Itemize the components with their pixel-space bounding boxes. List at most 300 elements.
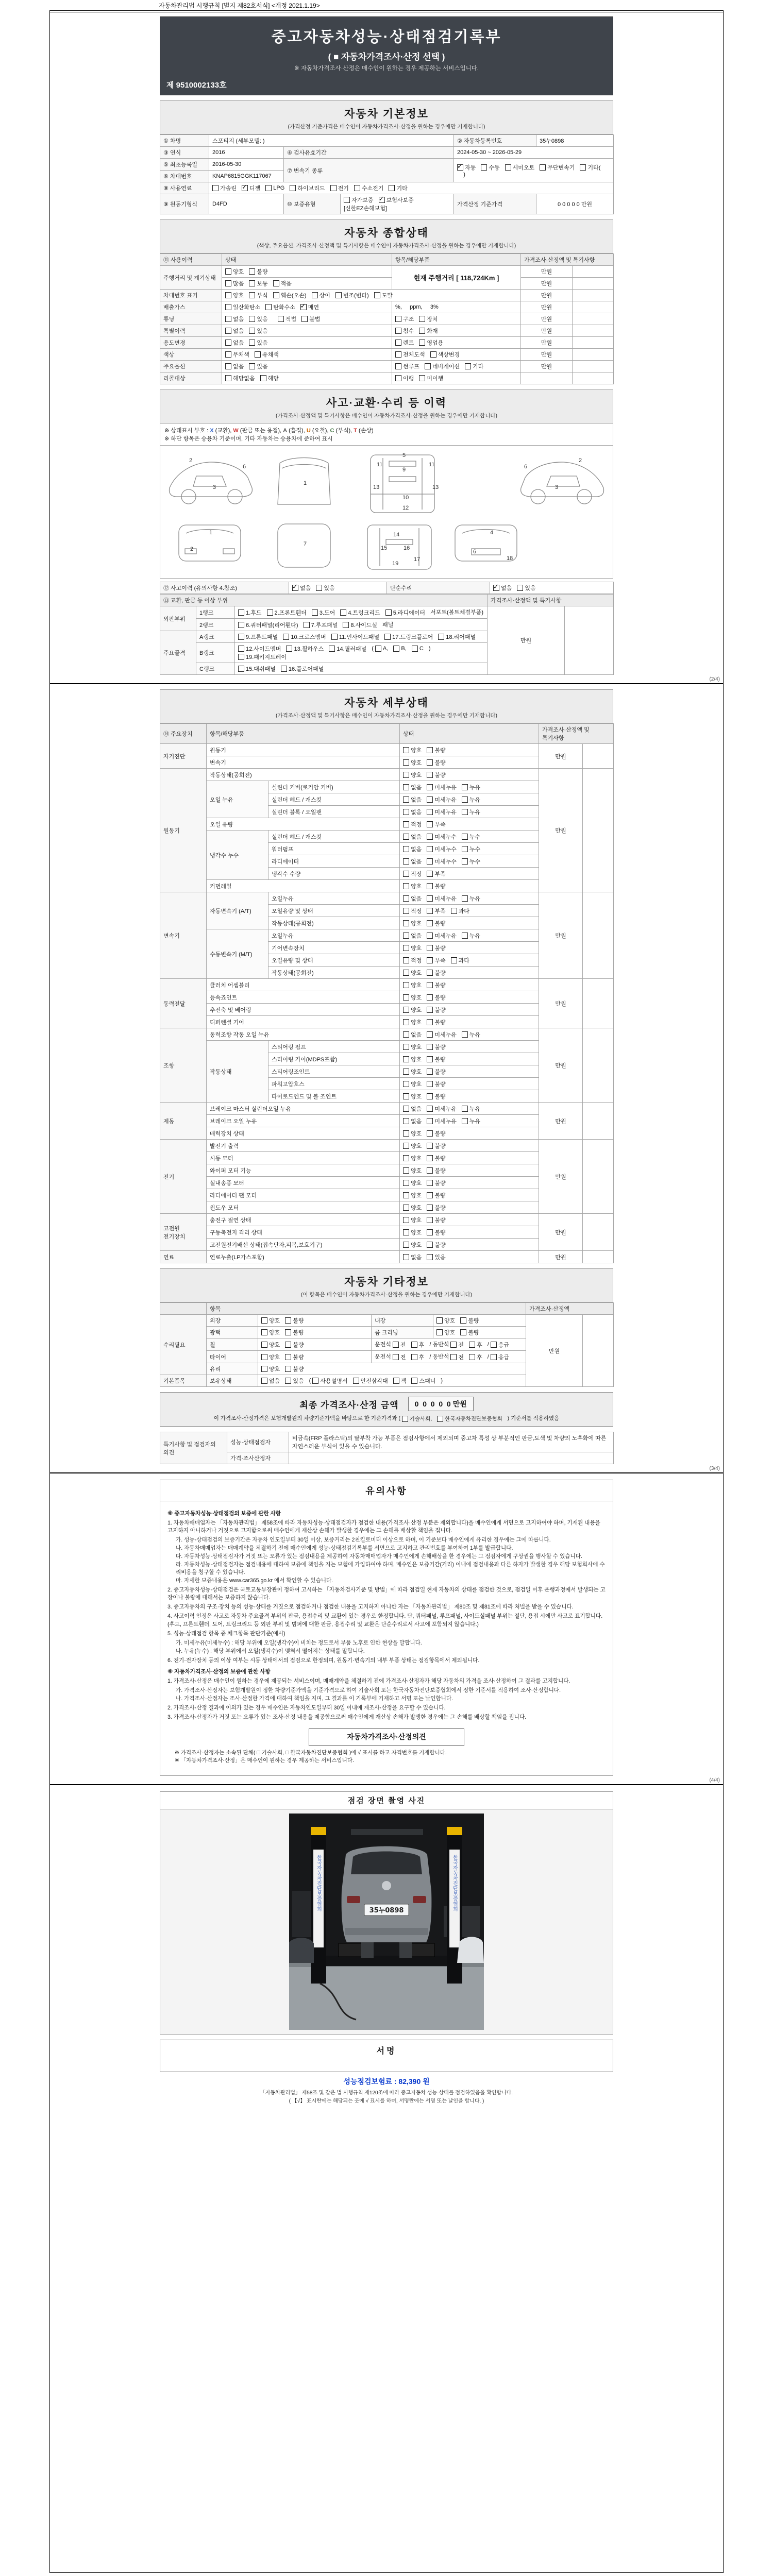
checkbox-square[interactable]: [403, 1069, 409, 1075]
checkbox-square[interactable]: [283, 634, 289, 640]
checkbox-square[interactable]: [491, 1342, 497, 1348]
checkbox-있음[interactable]: [285, 1377, 304, 1385]
checkbox-square[interactable]: [427, 982, 433, 988]
checkbox-square[interactable]: [385, 609, 392, 616]
checkbox-세미오토[interactable]: [505, 163, 535, 172]
checkbox-square[interactable]: [427, 1229, 433, 1235]
checkbox-매연[interactable]: [300, 303, 319, 311]
checkbox-양호[interactable]: [403, 1191, 422, 1199]
checkbox-square[interactable]: [403, 1254, 409, 1260]
checkbox-square[interactable]: [265, 304, 272, 310]
checkbox-square[interactable]: [403, 1167, 409, 1174]
checkbox-미세누수[interactable]: [427, 833, 457, 841]
checkbox-일산화탄소[interactable]: [225, 303, 260, 311]
checkbox-불량[interactable]: [285, 1341, 304, 1349]
checkbox-square[interactable]: [273, 292, 279, 298]
checkbox-양호[interactable]: [403, 1204, 422, 1212]
checkbox-square[interactable]: [238, 609, 244, 616]
checkbox-적정[interactable]: [403, 907, 422, 915]
checkbox-square[interactable]: [427, 945, 433, 951]
checkbox-square[interactable]: [427, 834, 433, 840]
checkbox-불량[interactable]: [427, 1080, 445, 1088]
checkbox-양호[interactable]: [403, 746, 422, 754]
checkbox-square[interactable]: [312, 292, 318, 298]
checkbox-양호[interactable]: [261, 1328, 280, 1336]
checkbox-디젤[interactable]: [242, 184, 260, 192]
checkbox-square[interactable]: [403, 871, 409, 877]
checkbox-square[interactable]: [261, 1378, 267, 1384]
checkbox-한국자동차진단보증협회[interactable]: [437, 1415, 502, 1422]
checkbox-square[interactable]: [462, 834, 468, 840]
checkbox-불량[interactable]: [427, 1142, 445, 1150]
checkbox-square[interactable]: [225, 375, 231, 381]
checkbox-불량[interactable]: [285, 1365, 304, 1373]
checkbox-square[interactable]: [261, 1317, 267, 1324]
checkbox-square[interactable]: [403, 1031, 409, 1038]
checkbox-누수[interactable]: [462, 833, 480, 841]
checkbox-square[interactable]: [403, 1118, 409, 1124]
checkbox-양호[interactable]: [403, 882, 422, 890]
checkbox-square[interactable]: [403, 883, 409, 889]
checkbox-square[interactable]: [403, 1217, 409, 1223]
checkbox-해당없음[interactable]: [225, 374, 255, 382]
checkbox-과다[interactable]: [451, 956, 469, 964]
checkbox-불량[interactable]: [427, 1129, 445, 1138]
checkbox-불량[interactable]: [427, 758, 445, 767]
checkbox-square[interactable]: [261, 1366, 267, 1372]
checkbox-square[interactable]: [419, 375, 425, 381]
checkbox-square[interactable]: [427, 883, 433, 889]
checkbox-3.도어[interactable]: [312, 608, 335, 617]
checkbox-square[interactable]: [238, 654, 244, 660]
checkbox-square[interactable]: [438, 634, 444, 640]
checkbox-square[interactable]: [285, 1354, 291, 1360]
checkbox-square[interactable]: [469, 1342, 475, 1348]
checkbox-썬루프[interactable]: [395, 362, 419, 370]
checkbox-square[interactable]: [462, 784, 468, 790]
checkbox-누유[interactable]: [462, 1105, 480, 1113]
checkbox-square[interactable]: [285, 1378, 291, 1384]
checkbox-양호[interactable]: [403, 1006, 422, 1014]
checkbox-불량[interactable]: [460, 1316, 479, 1325]
checkbox-없음[interactable]: [261, 1377, 280, 1385]
checkbox-square[interactable]: [427, 908, 433, 914]
checkbox-해당[interactable]: [260, 374, 279, 382]
checkbox-불량[interactable]: [249, 267, 267, 276]
checkbox-square[interactable]: [331, 634, 338, 640]
checkbox-응급[interactable]: [491, 1353, 509, 1361]
checkbox-미세누유[interactable]: [427, 808, 457, 816]
checkbox-square[interactable]: [427, 1242, 433, 1248]
checkbox-후[interactable]: [469, 1353, 482, 1361]
checkbox-양호[interactable]: [261, 1365, 280, 1373]
checkbox-square[interactable]: [427, 1106, 433, 1112]
checkbox-square[interactable]: [427, 1056, 433, 1062]
checkbox-10.크로스멤버[interactable]: [283, 633, 326, 641]
checkbox-양호[interactable]: [403, 758, 422, 767]
checkbox-양호[interactable]: [261, 1353, 280, 1361]
checkbox-불량[interactable]: [427, 1092, 445, 1100]
checkbox-square[interactable]: [427, 1130, 433, 1137]
checkbox-square[interactable]: [249, 280, 255, 286]
checkbox-square[interactable]: [427, 1031, 433, 1038]
checkbox-square[interactable]: [580, 164, 586, 171]
checkbox-square[interactable]: [451, 957, 457, 963]
checkbox-square[interactable]: [436, 1329, 443, 1335]
checkbox-전체도색[interactable]: [395, 350, 425, 359]
checkbox-square[interactable]: [427, 809, 433, 815]
checkbox-양호[interactable]: [403, 1055, 422, 1063]
checkbox-누유[interactable]: [462, 1030, 480, 1039]
checkbox-수동[interactable]: [481, 163, 499, 172]
checkbox-도말[interactable]: [374, 291, 393, 299]
checkbox-없음[interactable]: [292, 584, 311, 592]
checkbox-불량[interactable]: [427, 981, 445, 989]
checkbox-square[interactable]: [427, 759, 433, 766]
checkbox-훼손(오손)[interactable]: [273, 291, 307, 299]
checkbox-square[interactable]: [312, 1378, 318, 1384]
checkbox-square[interactable]: [384, 634, 391, 640]
checkbox-square[interactable]: [450, 1354, 457, 1360]
checkbox-square[interactable]: [260, 375, 266, 381]
checkbox-square[interactable]: [343, 622, 349, 628]
checkbox-square[interactable]: [403, 1192, 409, 1198]
checkbox-square[interactable]: [462, 858, 468, 865]
checkbox-square[interactable]: [329, 646, 335, 652]
checkbox-square[interactable]: [403, 1130, 409, 1137]
checkbox-양호[interactable]: [403, 1092, 422, 1100]
checkbox-이행[interactable]: [395, 374, 414, 382]
checkbox-square[interactable]: [427, 895, 433, 902]
checkbox-square[interactable]: [285, 1342, 291, 1348]
checkbox-불량[interactable]: [427, 1055, 445, 1063]
checkbox-안전삼각대[interactable]: [353, 1377, 388, 1385]
checkbox-square[interactable]: [225, 280, 231, 286]
checkbox-square[interactable]: [249, 316, 255, 322]
checkbox-square[interactable]: [427, 970, 433, 976]
checkbox-무단변속기[interactable]: [540, 163, 575, 172]
checkbox-square[interactable]: [427, 821, 433, 827]
checkbox-square[interactable]: [242, 185, 248, 191]
checkbox-square[interactable]: [427, 1205, 433, 1211]
checkbox-square[interactable]: [427, 1019, 433, 1025]
checkbox-square[interactable]: [403, 846, 409, 852]
checkbox-square[interactable]: [225, 351, 231, 358]
checkbox-square[interactable]: [462, 846, 468, 852]
checkbox-square[interactable]: [427, 957, 433, 963]
checkbox-양호[interactable]: [403, 1142, 422, 1150]
checkbox-square[interactable]: [481, 164, 487, 171]
checkbox-A,[interactable]: [375, 646, 388, 652]
checkbox-square[interactable]: [505, 164, 511, 171]
checkbox-square[interactable]: [462, 1031, 468, 1038]
checkbox-적정[interactable]: [403, 870, 422, 878]
checkbox-전[interactable]: [450, 1341, 464, 1349]
checkbox-square[interactable]: [393, 1354, 399, 1360]
checkbox-불량[interactable]: [427, 1179, 445, 1187]
checkbox-미세누유[interactable]: [427, 783, 457, 791]
checkbox-square[interactable]: [335, 292, 342, 298]
checkbox-18.리어패널[interactable]: [438, 633, 476, 641]
checkbox-있음[interactable]: [249, 327, 267, 335]
checkbox-양호[interactable]: [403, 1129, 422, 1138]
checkbox-square[interactable]: [403, 1007, 409, 1013]
checkbox-있음[interactable]: [249, 362, 267, 370]
checkbox-square[interactable]: [225, 328, 231, 334]
checkbox-영업용[interactable]: [419, 338, 443, 347]
checkbox-없음[interactable]: [403, 1030, 422, 1039]
checkbox-square[interactable]: [395, 375, 401, 381]
checkbox-square[interactable]: [393, 1342, 399, 1348]
checkbox-square[interactable]: [437, 1416, 443, 1422]
checkbox-square[interactable]: [395, 351, 401, 358]
checkbox-square[interactable]: [330, 185, 337, 191]
checkbox-square[interactable]: [403, 933, 409, 939]
checkbox-square[interactable]: [344, 197, 350, 203]
checkbox-미세누수[interactable]: [427, 857, 457, 866]
checkbox-1.후드[interactable]: [238, 608, 261, 617]
checkbox-square[interactable]: [225, 316, 231, 322]
checkbox-square[interactable]: [403, 759, 409, 766]
checkbox-square[interactable]: [375, 646, 381, 652]
checkbox-square[interactable]: [403, 994, 409, 1001]
checkbox-부식[interactable]: [249, 291, 267, 299]
checkbox-전[interactable]: [393, 1353, 406, 1361]
checkbox-square[interactable]: [427, 1093, 433, 1099]
checkbox-미이행[interactable]: [419, 374, 443, 382]
checkbox-square[interactable]: [403, 1180, 409, 1186]
checkbox-불량[interactable]: [427, 1018, 445, 1026]
checkbox-square[interactable]: [395, 316, 401, 322]
checkbox-양호[interactable]: [403, 981, 422, 989]
checkbox-square[interactable]: [292, 585, 298, 591]
checkbox-불량[interactable]: [427, 771, 445, 779]
signature-area[interactable]: [160, 2058, 613, 2072]
checkbox-square[interactable]: [225, 363, 231, 369]
checkbox-square[interactable]: [395, 363, 401, 369]
checkbox-square[interactable]: [238, 646, 244, 652]
checkbox-없음[interactable]: [403, 1117, 422, 1125]
checkbox-square[interactable]: [451, 908, 457, 914]
checkbox-square[interactable]: [238, 622, 244, 628]
checkbox-square[interactable]: [402, 1416, 408, 1422]
checkbox-square[interactable]: [427, 1167, 433, 1174]
checkbox-square[interactable]: [427, 747, 433, 753]
checkbox-square[interactable]: [427, 1118, 433, 1124]
checkbox-양호[interactable]: [403, 1166, 422, 1175]
checkbox-사용설명서[interactable]: [312, 1377, 347, 1385]
checkbox-square[interactable]: [462, 895, 468, 902]
checkbox-square[interactable]: [353, 1378, 359, 1384]
checkbox-square[interactable]: [427, 871, 433, 877]
checkbox-양호[interactable]: [403, 993, 422, 1002]
checkbox-없음[interactable]: [403, 894, 422, 903]
checkbox-적정[interactable]: [403, 820, 422, 828]
checkbox-상이[interactable]: [312, 291, 330, 299]
checkbox-square[interactable]: [462, 933, 468, 939]
checkbox-square[interactable]: [261, 1342, 267, 1348]
checkbox-square[interactable]: [225, 340, 231, 346]
checkbox-square[interactable]: [403, 1044, 409, 1050]
checkbox-square[interactable]: [403, 1081, 409, 1087]
checkbox-square[interactable]: [403, 908, 409, 914]
checkbox-불량[interactable]: [427, 1043, 445, 1051]
checkbox-square[interactable]: [411, 1378, 417, 1384]
checkbox-square[interactable]: [290, 185, 296, 191]
checkbox-square[interactable]: [460, 1329, 466, 1335]
checkbox-11.인사이드패널[interactable]: [331, 633, 379, 641]
checkbox-없음[interactable]: [403, 783, 422, 791]
checkbox-square[interactable]: [249, 268, 255, 275]
checkbox-square[interactable]: [436, 1317, 443, 1324]
checkbox-square[interactable]: [273, 280, 279, 286]
checkbox-없음[interactable]: [403, 931, 422, 940]
checkbox-적음[interactable]: [273, 279, 292, 287]
checkbox-square[interactable]: [316, 585, 322, 591]
checkbox-불법[interactable]: [301, 315, 320, 323]
checkbox-square[interactable]: [403, 970, 409, 976]
checkbox-square[interactable]: [403, 747, 409, 753]
checkbox-square[interactable]: [460, 1317, 466, 1324]
checkbox-전[interactable]: [393, 1341, 406, 1349]
checkbox-있음[interactable]: [249, 315, 267, 323]
checkbox-square[interactable]: [462, 809, 468, 815]
checkbox-16.플로어패널[interactable]: [281, 665, 324, 673]
checkbox-square[interactable]: [285, 1329, 291, 1335]
checkbox-square[interactable]: [261, 1329, 267, 1335]
checkbox-square[interactable]: [403, 1019, 409, 1025]
checkbox-미세누수[interactable]: [427, 845, 457, 853]
checkbox-기타[interactable]: [389, 184, 407, 192]
checkbox-양호[interactable]: [403, 1067, 422, 1076]
checkbox-양호[interactable]: [403, 969, 422, 977]
checkbox-불량[interactable]: [427, 969, 445, 977]
checkbox-없음[interactable]: [225, 327, 244, 335]
checkbox-square[interactable]: [395, 328, 401, 334]
checkbox-square[interactable]: [427, 858, 433, 865]
checkbox-square[interactable]: [427, 1069, 433, 1075]
checkbox-구조[interactable]: [395, 315, 414, 323]
checkbox-square[interactable]: [457, 164, 463, 171]
checkbox-있음[interactable]: [249, 338, 267, 347]
checkbox-square[interactable]: [412, 646, 418, 652]
checkbox-square[interactable]: [212, 185, 219, 191]
checkbox-보통[interactable]: [249, 279, 267, 287]
checkbox-square[interactable]: [403, 821, 409, 827]
checkbox-불량[interactable]: [427, 882, 445, 890]
checkbox-square[interactable]: [403, 772, 409, 778]
checkbox-탄화수소[interactable]: [265, 303, 295, 311]
checkbox-17.트렁크플로어[interactable]: [384, 633, 433, 641]
checkbox-미세누유[interactable]: [427, 1105, 457, 1113]
checkbox-square[interactable]: [267, 609, 273, 616]
checkbox-square[interactable]: [427, 1180, 433, 1186]
checkbox-square[interactable]: [491, 1354, 497, 1360]
checkbox-5.라디에이터[interactable]: [385, 608, 425, 617]
checkbox-없음[interactable]: [225, 362, 244, 370]
checkbox-square[interactable]: [403, 1143, 409, 1149]
checkbox-square[interactable]: [393, 646, 399, 652]
checkbox-square[interactable]: [249, 363, 255, 369]
checkbox-스패너[interactable]: [411, 1377, 435, 1385]
checkbox-square[interactable]: [450, 1342, 457, 1348]
checkbox-square[interactable]: [427, 1217, 433, 1223]
checkbox-렌트[interactable]: [395, 338, 414, 347]
checkbox-square[interactable]: [462, 796, 468, 803]
checkbox-square[interactable]: [403, 1229, 409, 1235]
checkbox-square[interactable]: [427, 1192, 433, 1198]
checkbox-화재[interactable]: [419, 327, 438, 335]
checkbox-square[interactable]: [395, 340, 401, 346]
checkbox-square[interactable]: [427, 784, 433, 790]
checkbox-square[interactable]: [354, 185, 360, 191]
checkbox-square[interactable]: [379, 197, 385, 203]
checkbox-보험사보증[interactable]: [379, 196, 414, 204]
checkbox-누유[interactable]: [462, 1117, 480, 1125]
checkbox-square[interactable]: [374, 292, 380, 298]
checkbox-불량[interactable]: [285, 1316, 304, 1325]
checkbox-square[interactable]: [403, 1106, 409, 1112]
checkbox-불량[interactable]: [427, 993, 445, 1002]
checkbox-square[interactable]: [225, 292, 231, 298]
checkbox-부족[interactable]: [427, 956, 445, 964]
checkbox-square[interactable]: [403, 1093, 409, 1099]
checkbox-square[interactable]: [389, 185, 395, 191]
checkbox-square[interactable]: [427, 1143, 433, 1149]
checkbox-square[interactable]: [286, 646, 292, 652]
checkbox-square[interactable]: [261, 1354, 267, 1360]
checkbox-양호[interactable]: [225, 267, 244, 276]
checkbox-양호[interactable]: [403, 1080, 422, 1088]
checkbox-양호[interactable]: [403, 1018, 422, 1026]
checkbox-하이브리드[interactable]: [290, 184, 325, 192]
checkbox-부족[interactable]: [427, 907, 445, 915]
checkbox-square[interactable]: [403, 1205, 409, 1211]
checkbox-부족[interactable]: [427, 870, 445, 878]
checkbox-없음[interactable]: [403, 808, 422, 816]
checkbox-square[interactable]: [403, 957, 409, 963]
checkbox-양호[interactable]: [403, 1043, 422, 1051]
checkbox-LPG[interactable]: [265, 185, 284, 191]
checkbox-누유[interactable]: [462, 783, 480, 791]
checkbox-square[interactable]: [403, 834, 409, 840]
checkbox-19.패키지트레이[interactable]: [238, 653, 287, 661]
checkbox-불량[interactable]: [427, 1204, 445, 1212]
checkbox-양호[interactable]: [403, 1241, 422, 1249]
checkbox-square[interactable]: [427, 796, 433, 803]
checkbox-불량[interactable]: [427, 1241, 445, 1249]
checkbox-없음[interactable]: [225, 338, 244, 347]
checkbox-square[interactable]: [411, 1354, 417, 1360]
checkbox-응급[interactable]: [491, 1341, 509, 1349]
checkbox-누유[interactable]: [462, 808, 480, 816]
checkbox-square[interactable]: [238, 666, 244, 672]
checkbox-square[interactable]: [304, 622, 310, 628]
checkbox-square[interactable]: [403, 1242, 409, 1248]
checkbox-square[interactable]: [427, 1044, 433, 1050]
checkbox-있음[interactable]: [316, 584, 334, 592]
checkbox-불량[interactable]: [427, 1154, 445, 1162]
checkbox-전[interactable]: [450, 1353, 464, 1361]
checkbox-부족[interactable]: [427, 820, 445, 828]
checkbox-유채색[interactable]: [255, 350, 279, 359]
checkbox-square[interactable]: [462, 1106, 468, 1112]
checkbox-미세누유[interactable]: [427, 795, 457, 804]
checkbox-B,[interactable]: [393, 646, 406, 652]
checkbox-square[interactable]: [225, 268, 231, 275]
checkbox-square[interactable]: [249, 340, 255, 346]
checkbox-불량[interactable]: [427, 919, 445, 927]
